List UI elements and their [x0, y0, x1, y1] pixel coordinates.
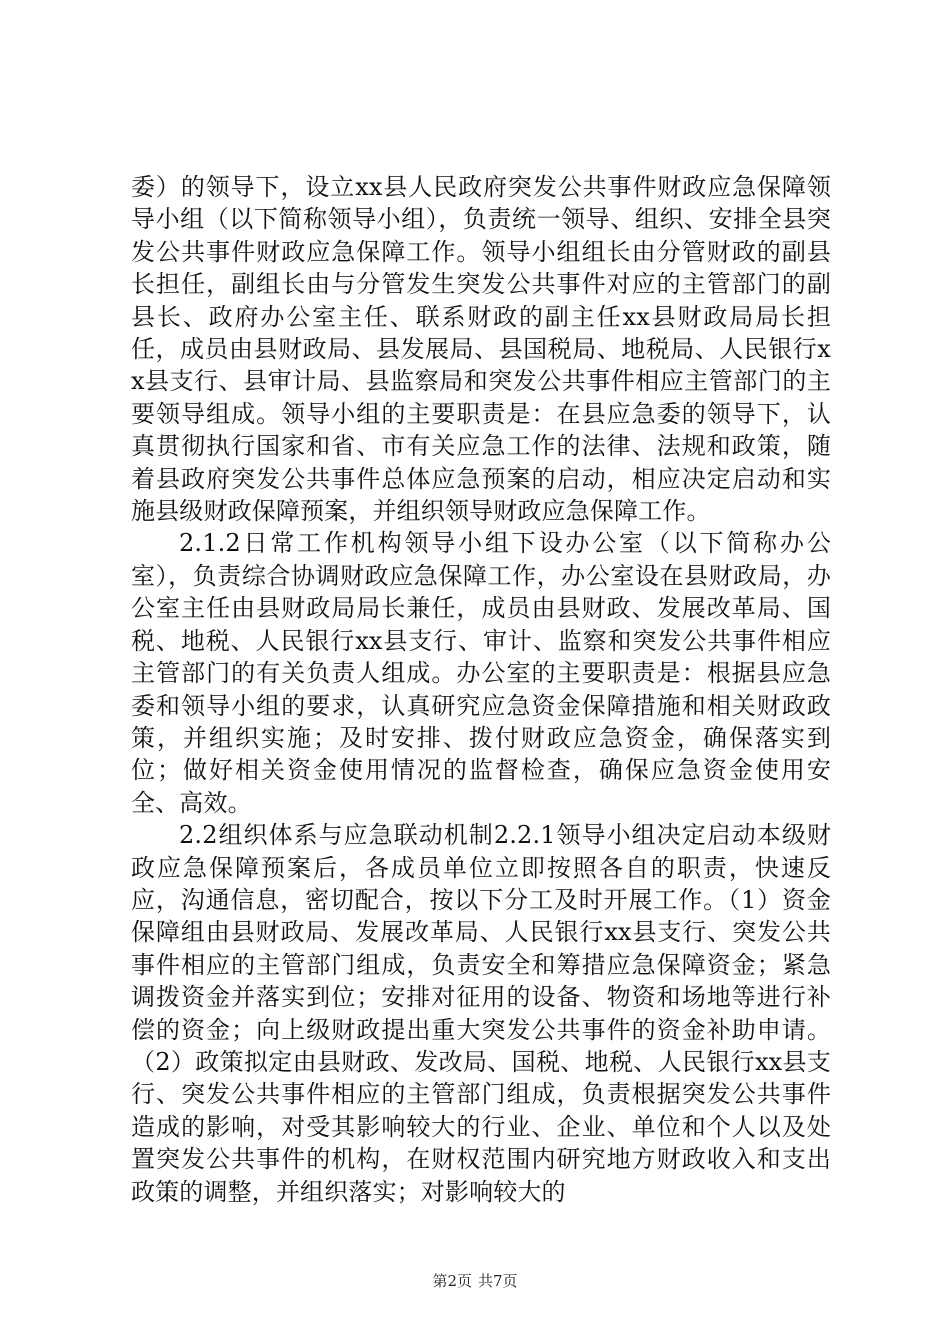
paragraph-organization-system: 2.2组织体系与应急联动机制2.2.1领导小组决定启动本级财政应急保障预案后，各成员单位立即按照各自的职责，快速反应，沟通信息，密切配合，按以下分工及时开展工作。（1）资金保障组由县财政局、发展改革局、人民银行xx县支行、突发公共事件相应的主管部门组成，负责安全和筹措应急保障资金；紧急调拨资金并落实到位；安排对征用的设备、物资和场地等进行补偿的资金；向上级财政提出重大突发公共事件的资金补助申请。（2）政策拟定由县财政、发改局、国税、地税、人民银行xx县支行、突发公共事件相应的主管部门组成，负责根据突发公共事件造成的影响，对受其影响较大的行业、企业、单位和个人以及处置突发公共事件的机构，在财权范围内研究地方财政收入和支出政策的调整，并组织落实；对影响较大的 — [131, 821, 831, 1206]
document-body — [131, 171, 831, 1208]
paragraph-daily-office: 2.1.2日常工作机构领导小组下设办公室（以下简称办公室），负责综合协调财政应急保障工作，办公室设在县财政局，办公室主任由县财政局局长兼任，成员由县财政、发展改革局、国税、地税、人民银行xx县支行、审计、监察和突发公共事件相应主管部门的有关负责人组成。办公室的主要职责是：根据县应急委和领导小组的要求，认真研究应急资金保障措施和相关财政政策，并组织实施；及时安排、拨付财政应急资金，确保落实到位；做好相关资金使用情况的监督检查，确保应急资金使用安全、高效。 — [131, 529, 831, 817]
paragraph-leading-group: 委）的领导下，设立xx县人民政府突发公共事件财政应急保障领导小组（以下简称领导小组），负责统一领导、组织、安排全县突发公共事件财政应急保障工作。领导小组组长由分管财政的副县长担任，副组长由与分管发生突发公共事件对应的主管部门的副县长、政府办公室主任、联系财政的副主任xx县财政局局长担任，成员由县财政局、县发展局、县国税局、地税局、人民银行xx县支行、县审计局、县监察局和突发公共事件相应主管部门的主要领导组成。领导小组的主要职责是：在县应急委的领导下，认真贯彻执行国家和省、市有关应急工作的法律、法规和政策，随着县政府突发公共事件总体应急预案的启动，相应决定启动和实施县级财政保障预案，并组织领导财政应急保障工作。 — [131, 173, 831, 526]
page-footer — [0, 1271, 950, 1291]
page-total: 共7页 — [478, 1272, 518, 1290]
page-number: 第2页 — [432, 1272, 472, 1290]
